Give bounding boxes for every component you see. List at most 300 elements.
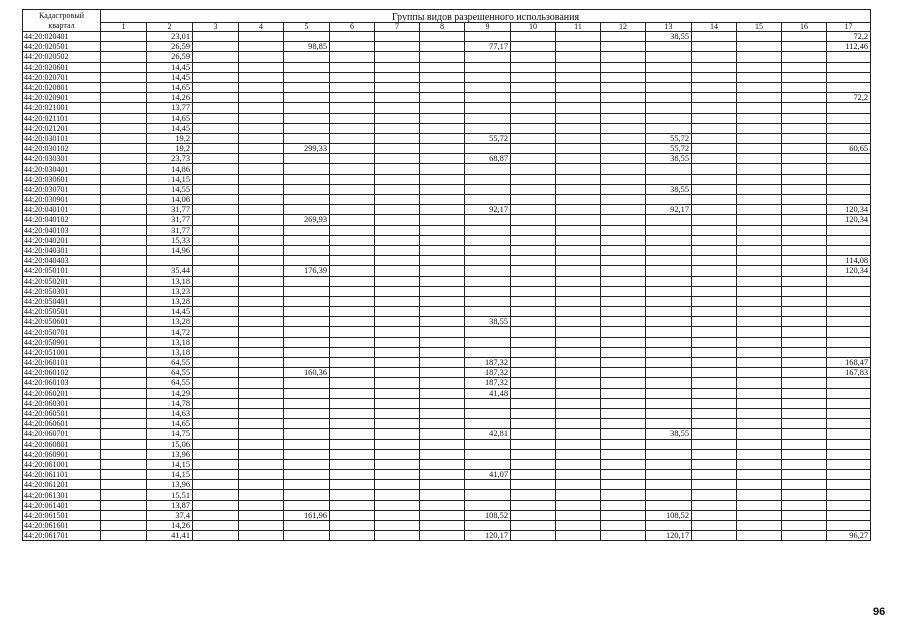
value-cell-col-4 — [239, 266, 284, 276]
value-cell-col-3 — [193, 123, 239, 133]
value-cell-col-14 — [692, 347, 737, 357]
value-cell-col-3 — [193, 32, 239, 42]
value-cell-col-4 — [239, 103, 284, 113]
value-cell-col-14 — [692, 337, 737, 347]
value-cell-col-1 — [101, 459, 147, 469]
cadastral-quarter-cell: 44:20:061401 — [23, 500, 101, 510]
value-cell-col-9 — [465, 144, 511, 154]
value-cell-col-16 — [782, 266, 827, 276]
value-cell-col-12 — [601, 144, 646, 154]
column-number-12: 12 — [601, 23, 646, 32]
value-cell-col-6 — [330, 449, 375, 459]
value-cell-col-13 — [646, 195, 692, 205]
value-cell-col-9: 92,17 — [465, 205, 511, 215]
value-cell-col-10 — [511, 164, 556, 174]
table-row — [23, 123, 871, 133]
value-cell-col-7 — [375, 388, 420, 398]
value-cell-col-17 — [827, 225, 871, 235]
value-cell-col-7 — [375, 72, 420, 82]
value-cell-col-5 — [284, 470, 330, 480]
value-cell-col-16 — [782, 113, 827, 123]
value-cell-col-11 — [556, 82, 601, 92]
value-cell-col-2: 14,65 — [147, 113, 193, 123]
value-cell-col-5 — [284, 500, 330, 510]
value-cell-col-15 — [737, 225, 782, 235]
value-cell-col-5: 160,36 — [284, 368, 330, 378]
value-cell-col-8 — [420, 256, 465, 266]
value-cell-col-8 — [420, 510, 465, 520]
value-cell-col-2: 13,87 — [147, 500, 193, 510]
value-cell-col-6 — [330, 276, 375, 286]
value-cell-col-7 — [375, 510, 420, 520]
value-cell-col-1 — [101, 32, 147, 42]
value-cell-col-10 — [511, 225, 556, 235]
value-cell-col-3 — [193, 317, 239, 327]
value-cell-col-13 — [646, 296, 692, 306]
value-cell-col-10 — [511, 256, 556, 266]
value-cell-col-16 — [782, 388, 827, 398]
cadastral-quarter-cell: 44:20:020701 — [23, 72, 101, 82]
value-cell-col-3 — [193, 419, 239, 429]
value-cell-col-10 — [511, 103, 556, 113]
value-cell-col-16 — [782, 317, 827, 327]
value-cell-col-10 — [511, 235, 556, 245]
value-cell-col-10 — [511, 215, 556, 225]
value-cell-col-1 — [101, 266, 147, 276]
value-cell-col-6 — [330, 388, 375, 398]
column-number-2: 2 — [147, 23, 193, 32]
value-cell-col-6 — [330, 470, 375, 480]
value-cell-col-14 — [692, 368, 737, 378]
value-cell-col-4 — [239, 296, 284, 306]
value-cell-col-11 — [556, 510, 601, 520]
value-cell-col-15 — [737, 154, 782, 164]
value-cell-col-8 — [420, 490, 465, 500]
value-cell-col-7 — [375, 245, 420, 255]
value-cell-col-10 — [511, 470, 556, 480]
value-cell-col-1 — [101, 307, 147, 317]
value-cell-col-12 — [601, 103, 646, 113]
value-cell-col-5: 269,93 — [284, 215, 330, 225]
value-cell-col-3 — [193, 347, 239, 357]
value-cell-col-14 — [692, 307, 737, 317]
value-cell-col-14 — [692, 205, 737, 215]
value-cell-col-9: 187,32 — [465, 358, 511, 368]
table-row — [23, 32, 871, 42]
value-cell-col-5 — [284, 490, 330, 500]
value-cell-col-9 — [465, 439, 511, 449]
value-cell-col-8 — [420, 368, 465, 378]
value-cell-col-9: 108,52 — [465, 510, 511, 520]
value-cell-col-16 — [782, 347, 827, 357]
table-row — [23, 337, 871, 347]
value-cell-col-13 — [646, 307, 692, 317]
cadastral-quarter-cell: 44:20:030101 — [23, 133, 101, 143]
value-cell-col-10 — [511, 32, 556, 42]
value-cell-col-2: 14,29 — [147, 388, 193, 398]
value-cell-col-15 — [737, 531, 782, 541]
value-cell-col-9: 187,32 — [465, 378, 511, 388]
value-cell-col-17 — [827, 490, 871, 500]
value-cell-col-15 — [737, 439, 782, 449]
value-cell-col-10 — [511, 113, 556, 123]
cadastral-quarter-cell: 44:20:061701 — [23, 531, 101, 541]
cadastral-quarter-cell: 44:20:050601 — [23, 317, 101, 327]
value-cell-col-2: 14,55 — [147, 184, 193, 194]
value-cell-col-14 — [692, 429, 737, 439]
value-cell-col-15 — [737, 358, 782, 368]
value-cell-col-3 — [193, 154, 239, 164]
value-cell-col-11 — [556, 439, 601, 449]
value-cell-col-11 — [556, 449, 601, 459]
value-cell-col-7 — [375, 307, 420, 317]
table-row — [23, 72, 871, 82]
value-cell-col-6 — [330, 42, 375, 52]
value-cell-col-15 — [737, 93, 782, 103]
value-cell-col-9 — [465, 490, 511, 500]
value-cell-col-16 — [782, 245, 827, 255]
column-number-3: 3 — [193, 23, 239, 32]
value-cell-col-15 — [737, 32, 782, 42]
value-cell-col-17 — [827, 500, 871, 510]
value-cell-col-2: 14,65 — [147, 419, 193, 429]
value-cell-col-8 — [420, 337, 465, 347]
value-cell-col-16 — [782, 133, 827, 143]
value-cell-col-1 — [101, 449, 147, 459]
value-cell-col-6 — [330, 113, 375, 123]
cadastral-quarter-cell: 44:20:060601 — [23, 419, 101, 429]
value-cell-col-9 — [465, 245, 511, 255]
value-cell-col-8 — [420, 52, 465, 62]
value-cell-col-5 — [284, 52, 330, 62]
value-cell-col-9 — [465, 256, 511, 266]
value-cell-col-5 — [284, 103, 330, 113]
value-cell-col-17 — [827, 307, 871, 317]
value-cell-col-9 — [465, 459, 511, 469]
value-cell-col-4 — [239, 521, 284, 531]
table-row — [23, 480, 871, 490]
value-cell-col-4 — [239, 408, 284, 418]
value-cell-col-4 — [239, 195, 284, 205]
cadastral-quarter-cell: 44:20:040301 — [23, 245, 101, 255]
value-cell-col-10 — [511, 133, 556, 143]
value-cell-col-12 — [601, 459, 646, 469]
value-cell-col-15 — [737, 103, 782, 113]
value-cell-col-7 — [375, 480, 420, 490]
value-cell-col-5 — [284, 347, 330, 357]
value-cell-col-11 — [556, 184, 601, 194]
value-cell-col-8 — [420, 449, 465, 459]
value-cell-col-14 — [692, 531, 737, 541]
table-row — [23, 429, 871, 439]
value-cell-col-3 — [193, 225, 239, 235]
value-cell-col-17 — [827, 154, 871, 164]
value-cell-col-3 — [193, 358, 239, 368]
value-cell-col-8 — [420, 307, 465, 317]
value-cell-col-16 — [782, 398, 827, 408]
value-cell-col-13 — [646, 521, 692, 531]
value-cell-col-14 — [692, 276, 737, 286]
value-cell-col-9 — [465, 449, 511, 459]
table-row — [23, 358, 871, 368]
column-number-9: 9 — [465, 23, 511, 32]
value-cell-col-8 — [420, 317, 465, 327]
value-cell-col-5 — [284, 205, 330, 215]
value-cell-col-3 — [193, 327, 239, 337]
table-row — [23, 235, 871, 245]
value-cell-col-10 — [511, 388, 556, 398]
cadastral-quarter-cell: 44:20:061501 — [23, 510, 101, 520]
value-cell-col-12 — [601, 72, 646, 82]
value-cell-col-7 — [375, 347, 420, 357]
cadastral-quarter-cell: 44:20:060103 — [23, 378, 101, 388]
value-cell-col-5 — [284, 195, 330, 205]
value-cell-col-14 — [692, 266, 737, 276]
value-cell-col-2: 23,01 — [147, 32, 193, 42]
value-cell-col-13 — [646, 113, 692, 123]
value-cell-col-2: 31,77 — [147, 205, 193, 215]
value-cell-col-16 — [782, 327, 827, 337]
value-cell-col-9: 77,17 — [465, 42, 511, 52]
value-cell-col-13: 38,55 — [646, 429, 692, 439]
value-cell-col-8 — [420, 327, 465, 337]
value-cell-col-8 — [420, 429, 465, 439]
value-cell-col-10 — [511, 358, 556, 368]
value-cell-col-8 — [420, 144, 465, 154]
value-cell-col-16 — [782, 52, 827, 62]
value-cell-col-10 — [511, 286, 556, 296]
cadastral-quarter-cell: 44:20:050501 — [23, 307, 101, 317]
table-row — [23, 245, 871, 255]
value-cell-col-11 — [556, 154, 601, 164]
value-cell-col-13 — [646, 327, 692, 337]
value-cell-col-2: 14,63 — [147, 408, 193, 418]
value-cell-col-16 — [782, 500, 827, 510]
value-cell-col-16 — [782, 144, 827, 154]
value-cell-col-7 — [375, 164, 420, 174]
value-cell-col-7 — [375, 419, 420, 429]
value-cell-col-17: 72,2 — [827, 32, 871, 42]
value-cell-col-15 — [737, 195, 782, 205]
value-cell-col-16 — [782, 480, 827, 490]
value-cell-col-2: 14,26 — [147, 93, 193, 103]
value-cell-col-5 — [284, 388, 330, 398]
value-cell-col-15 — [737, 266, 782, 276]
value-cell-col-13 — [646, 439, 692, 449]
value-cell-col-15 — [737, 317, 782, 327]
value-cell-col-3 — [193, 510, 239, 520]
value-cell-col-2: 13,28 — [147, 317, 193, 327]
cadastral-quarter-cell: 44:20:040103 — [23, 225, 101, 235]
value-cell-col-16 — [782, 32, 827, 42]
value-cell-col-14 — [692, 510, 737, 520]
value-cell-col-12 — [601, 500, 646, 510]
value-cell-col-5 — [284, 93, 330, 103]
value-cell-col-1 — [101, 82, 147, 92]
value-cell-col-17 — [827, 398, 871, 408]
column-number-16: 16 — [782, 23, 827, 32]
value-cell-col-5 — [284, 459, 330, 469]
value-cell-col-1 — [101, 215, 147, 225]
value-cell-col-11 — [556, 62, 601, 72]
value-cell-col-2: 14,45 — [147, 62, 193, 72]
table-row — [23, 276, 871, 286]
value-cell-col-6 — [330, 235, 375, 245]
cadastral-quarter-cell: 44:20:060201 — [23, 388, 101, 398]
value-cell-col-8 — [420, 358, 465, 368]
value-cell-col-14 — [692, 62, 737, 72]
value-cell-col-13 — [646, 378, 692, 388]
value-cell-col-11 — [556, 52, 601, 62]
value-cell-col-7 — [375, 174, 420, 184]
cadastral-quarter-cell: 44:20:060701 — [23, 429, 101, 439]
value-cell-col-5 — [284, 307, 330, 317]
value-cell-col-11 — [556, 296, 601, 306]
value-cell-col-10 — [511, 378, 556, 388]
value-cell-col-16 — [782, 93, 827, 103]
value-cell-col-10 — [511, 245, 556, 255]
value-cell-col-7 — [375, 337, 420, 347]
value-cell-col-13 — [646, 317, 692, 327]
value-cell-col-4 — [239, 439, 284, 449]
value-cell-col-5 — [284, 123, 330, 133]
value-cell-col-4 — [239, 347, 284, 357]
value-cell-col-12 — [601, 154, 646, 164]
value-cell-col-6 — [330, 256, 375, 266]
value-cell-col-12 — [601, 32, 646, 42]
value-cell-col-6 — [330, 103, 375, 113]
value-cell-col-9: 38,55 — [465, 317, 511, 327]
column-number-5: 5 — [284, 23, 330, 32]
cadastral-quarter-cell: 44:20:030401 — [23, 164, 101, 174]
value-cell-col-13 — [646, 449, 692, 459]
value-cell-col-5 — [284, 358, 330, 368]
value-cell-col-12 — [601, 398, 646, 408]
value-cell-col-2: 26,59 — [147, 52, 193, 62]
value-cell-col-7 — [375, 276, 420, 286]
value-cell-col-12 — [601, 276, 646, 286]
value-cell-col-1 — [101, 531, 147, 541]
value-cell-col-17: 96,27 — [827, 531, 871, 541]
value-cell-col-13 — [646, 266, 692, 276]
value-cell-col-10 — [511, 82, 556, 92]
value-cell-col-14 — [692, 164, 737, 174]
value-cell-col-7 — [375, 93, 420, 103]
table-row — [23, 510, 871, 520]
value-cell-col-3 — [193, 388, 239, 398]
value-cell-col-7 — [375, 123, 420, 133]
value-cell-col-12 — [601, 215, 646, 225]
value-cell-col-14 — [692, 144, 737, 154]
value-cell-col-10 — [511, 174, 556, 184]
value-cell-col-7 — [375, 358, 420, 368]
value-cell-col-6 — [330, 52, 375, 62]
value-cell-col-17 — [827, 82, 871, 92]
value-cell-col-17 — [827, 439, 871, 449]
value-cell-col-5 — [284, 480, 330, 490]
table-row — [23, 470, 871, 480]
column-number-6: 6 — [330, 23, 375, 32]
value-cell-col-12 — [601, 358, 646, 368]
cadastral-quarter-cell: 44:20:060102 — [23, 368, 101, 378]
value-cell-col-2: 13,28 — [147, 296, 193, 306]
value-cell-col-14 — [692, 133, 737, 143]
value-cell-col-1 — [101, 123, 147, 133]
value-cell-col-11 — [556, 337, 601, 347]
value-cell-col-13 — [646, 62, 692, 72]
table-row — [23, 500, 871, 510]
value-cell-col-9 — [465, 266, 511, 276]
value-cell-col-5 — [284, 256, 330, 266]
value-cell-col-17: 120,34 — [827, 215, 871, 225]
value-cell-col-7 — [375, 144, 420, 154]
value-cell-col-4 — [239, 500, 284, 510]
value-cell-col-14 — [692, 103, 737, 113]
value-cell-col-17 — [827, 337, 871, 347]
value-cell-col-15 — [737, 174, 782, 184]
value-cell-col-8 — [420, 62, 465, 72]
value-cell-col-15 — [737, 62, 782, 72]
value-cell-col-6 — [330, 195, 375, 205]
value-cell-col-17 — [827, 52, 871, 62]
cadastral-quarter-cell: 44:20:060501 — [23, 408, 101, 418]
value-cell-col-2: 13,18 — [147, 347, 193, 357]
column-number-7: 7 — [375, 23, 420, 32]
value-cell-col-2: 37,4 — [147, 510, 193, 520]
value-cell-col-5 — [284, 133, 330, 143]
value-cell-col-2: 64,55 — [147, 358, 193, 368]
value-cell-col-8 — [420, 164, 465, 174]
value-cell-col-6 — [330, 225, 375, 235]
value-cell-col-9 — [465, 32, 511, 42]
cadastral-quarter-cell: 44:20:050901 — [23, 337, 101, 347]
cadastral-quarter-cell: 44:20:061201 — [23, 480, 101, 490]
value-cell-col-5 — [284, 225, 330, 235]
value-cell-col-5 — [284, 154, 330, 164]
value-cell-col-6 — [330, 480, 375, 490]
value-cell-col-1 — [101, 439, 147, 449]
value-cell-col-17 — [827, 123, 871, 133]
value-cell-col-3 — [193, 307, 239, 317]
table-row — [23, 93, 871, 103]
table-body — [23, 32, 871, 541]
value-cell-col-11 — [556, 419, 601, 429]
value-cell-col-3 — [193, 113, 239, 123]
value-cell-col-9 — [465, 307, 511, 317]
value-cell-col-12 — [601, 388, 646, 398]
value-cell-col-1 — [101, 388, 147, 398]
value-cell-col-17 — [827, 419, 871, 429]
value-cell-col-1 — [101, 500, 147, 510]
value-cell-col-15 — [737, 245, 782, 255]
value-cell-col-16 — [782, 510, 827, 520]
value-cell-col-8 — [420, 296, 465, 306]
value-cell-col-15 — [737, 123, 782, 133]
page-number: 96 — [873, 606, 886, 618]
value-cell-col-2: 15,33 — [147, 235, 193, 245]
value-cell-col-12 — [601, 62, 646, 72]
value-cell-col-15 — [737, 276, 782, 286]
value-cell-col-5 — [284, 164, 330, 174]
value-cell-col-14 — [692, 215, 737, 225]
value-cell-col-9: 41,07 — [465, 470, 511, 480]
value-cell-col-10 — [511, 521, 556, 531]
value-cell-col-7 — [375, 195, 420, 205]
value-cell-col-17 — [827, 347, 871, 357]
value-cell-col-12 — [601, 307, 646, 317]
column-number-17: 17 — [827, 23, 871, 32]
cadastral-quarter-cell: 44:20:030102 — [23, 144, 101, 154]
